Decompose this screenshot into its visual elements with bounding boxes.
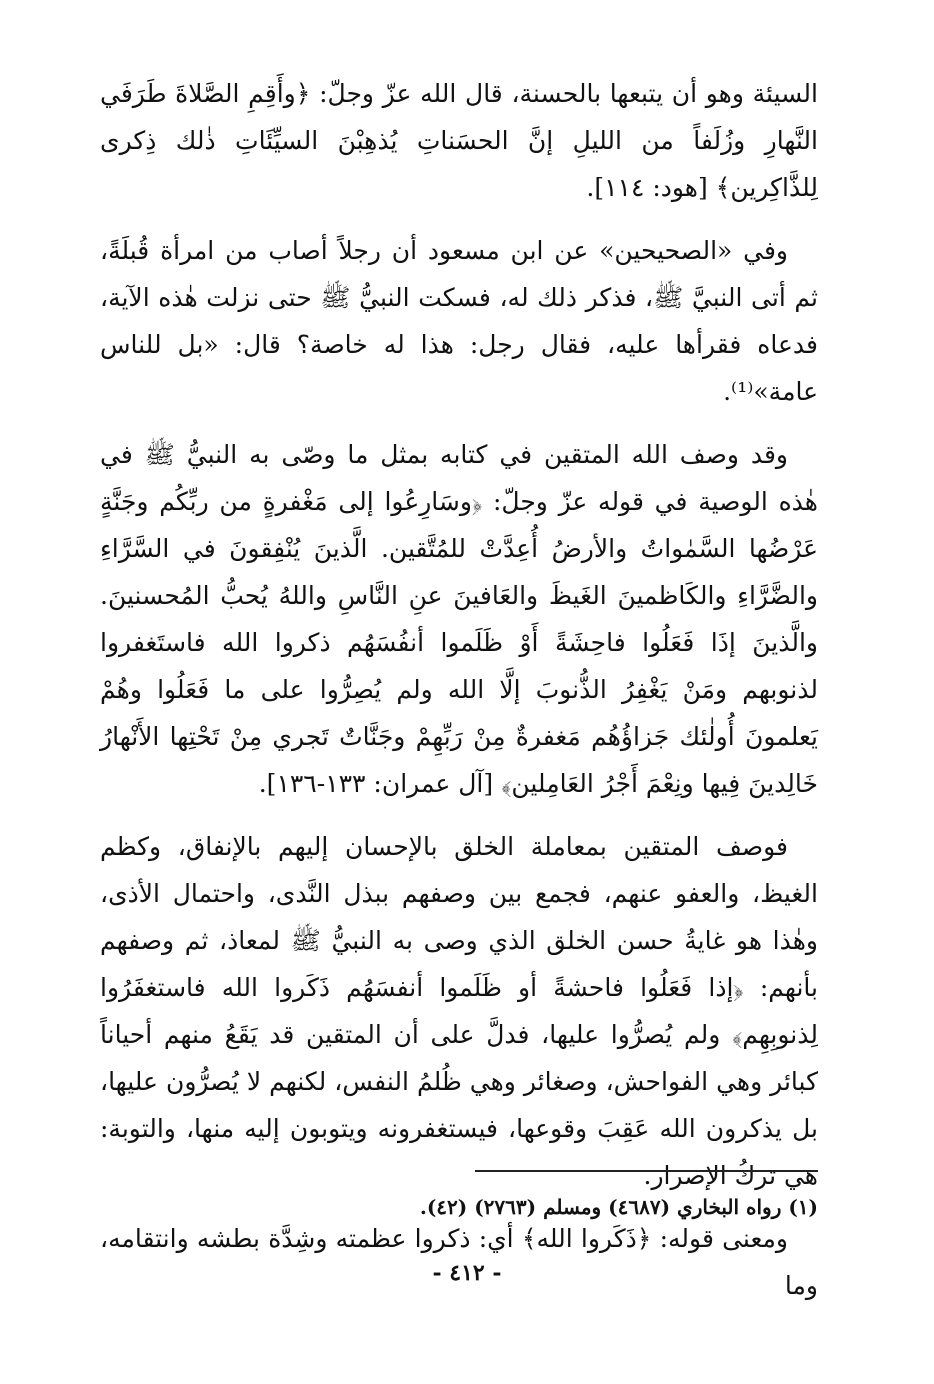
- paragraph: فوصف المتقين بمعاملة الخلق بالإحسان إليهم بالإنفاق، وكظم الغيظ، والعفو عنهم، فجمع بين وصفهم ببذل النَّدى، واحتمال الأذى، وهٰذا هو غايةُ حسن الخلق الذي وصى به النبيُّ ﷺ لمعاذ، ثم وصفهم بأنهم: ﴿إذا فَعَلُوا فاحشةً أو ظَلَموا أنفسَهُم ذَكَروا الله فاستغفَرُوا لِذنوبِهِم﴾ ولم يُصرُّوا عليها، فدلَّ على أن المتقين قد يَقَعُ منهم أحياناً كبائر وهي الفواحش، وصغائر وهي ظُلمُ النفس، لكنهم لا يُصرُّون عليها، بل يذكرون الله عَقِبَ وقوعها، فيستغفرونه ويتوبون إليه منها، والتوبة: هي تركُ الإصرار.: [100, 832, 818, 1190]
- paragraph: السيئة وهو أن يتبعها بالحسنة، قال الله عزّ وجلّ: ﴿وأَقِمِ الصَّلاةَ طَرَفَي النَّهارِ وزُلَفاً من الليلِ إنَّ الحسَناتِ يُذهِبْنَ السيِّئَاتِ ذٰلك ذِكرى لِلذَّاكِرين﴾ [هود: ١١٤].: [100, 79, 818, 202]
- main-text: [100, 70, 818, 1325]
- footnote-separator: [475, 1170, 818, 1172]
- paragraph: وقد وصف الله المتقين في كتابه بمثل ما وصّى به النبيُّ ﷺ في هٰذه الوصية في قوله عزّ وجلّ: ﴿وسَارِعُوا إلى مَغْفرةٍ من ربِّكُم وجَنَّةٍ عَرْضُها السَّمٰواتُ والأرضُ أُعِدَّتْ للمُتَّقين. الَّذينَ يُنْفِقونَ في السَّرَّاءِ والضَّرَّاءِ والكَاظمينَ الغَيظَ والعَافينَ عنِ النَّاسِ واللهُ يُحبُّ المُحسنينَ. والَّذينَ إذَا فَعَلُوا فاحِشَةً أَوْ ظَلَموا أنفُسَهُم ذكروا الله فاستَغفروا لذنوبهم ومَنْ يَغْفِرُ الذُّنوبَ إلَّا الله ولم يُصِرُّوا على ما فَعَلُوا وهُمْ يَعلمونَ أُولٰئك جَزاؤُهُم مَغفرةٌ مِنْ رَبِّهِمْ وجَنَّاتٌ تَجري مِنْ تَحْتِها الأَنْهارُ خَالِدينَ فِيها ونِعْمَ أَجْرُ العَامِلين﴾ [آل عمران: ١٣٣-١٣٦].: [100, 440, 818, 798]
- paragraph: ومعنى قوله: ﴿ذَكَروا الله﴾ أي: ذكروا عظمته وشِدَّة بطشه وانتقامه، وما: [100, 1224, 818, 1300]
- paragraph: وفي «الصحيحين» عن ابن مسعود أن رجلاً أصاب من امرأة قُبلَةً، ثم أتى النبيَّ ﷺ، فذكر ذلك له، فسكت النبيُّ ﷺ حتى نزلت هٰذه الآية، فدعاه فقرأها عليه، فقال رجل: هذا له خاصة؟ قال: «بل للناس عامة»⁽¹⁾.: [100, 236, 818, 406]
- page-number: - ٤١٢ -: [432, 1260, 502, 1286]
- footnote: (١) رواه البخاري (٤٦٨٧) ومسلم (٢٧٦٣) (٤٢).: [419, 1195, 818, 1219]
